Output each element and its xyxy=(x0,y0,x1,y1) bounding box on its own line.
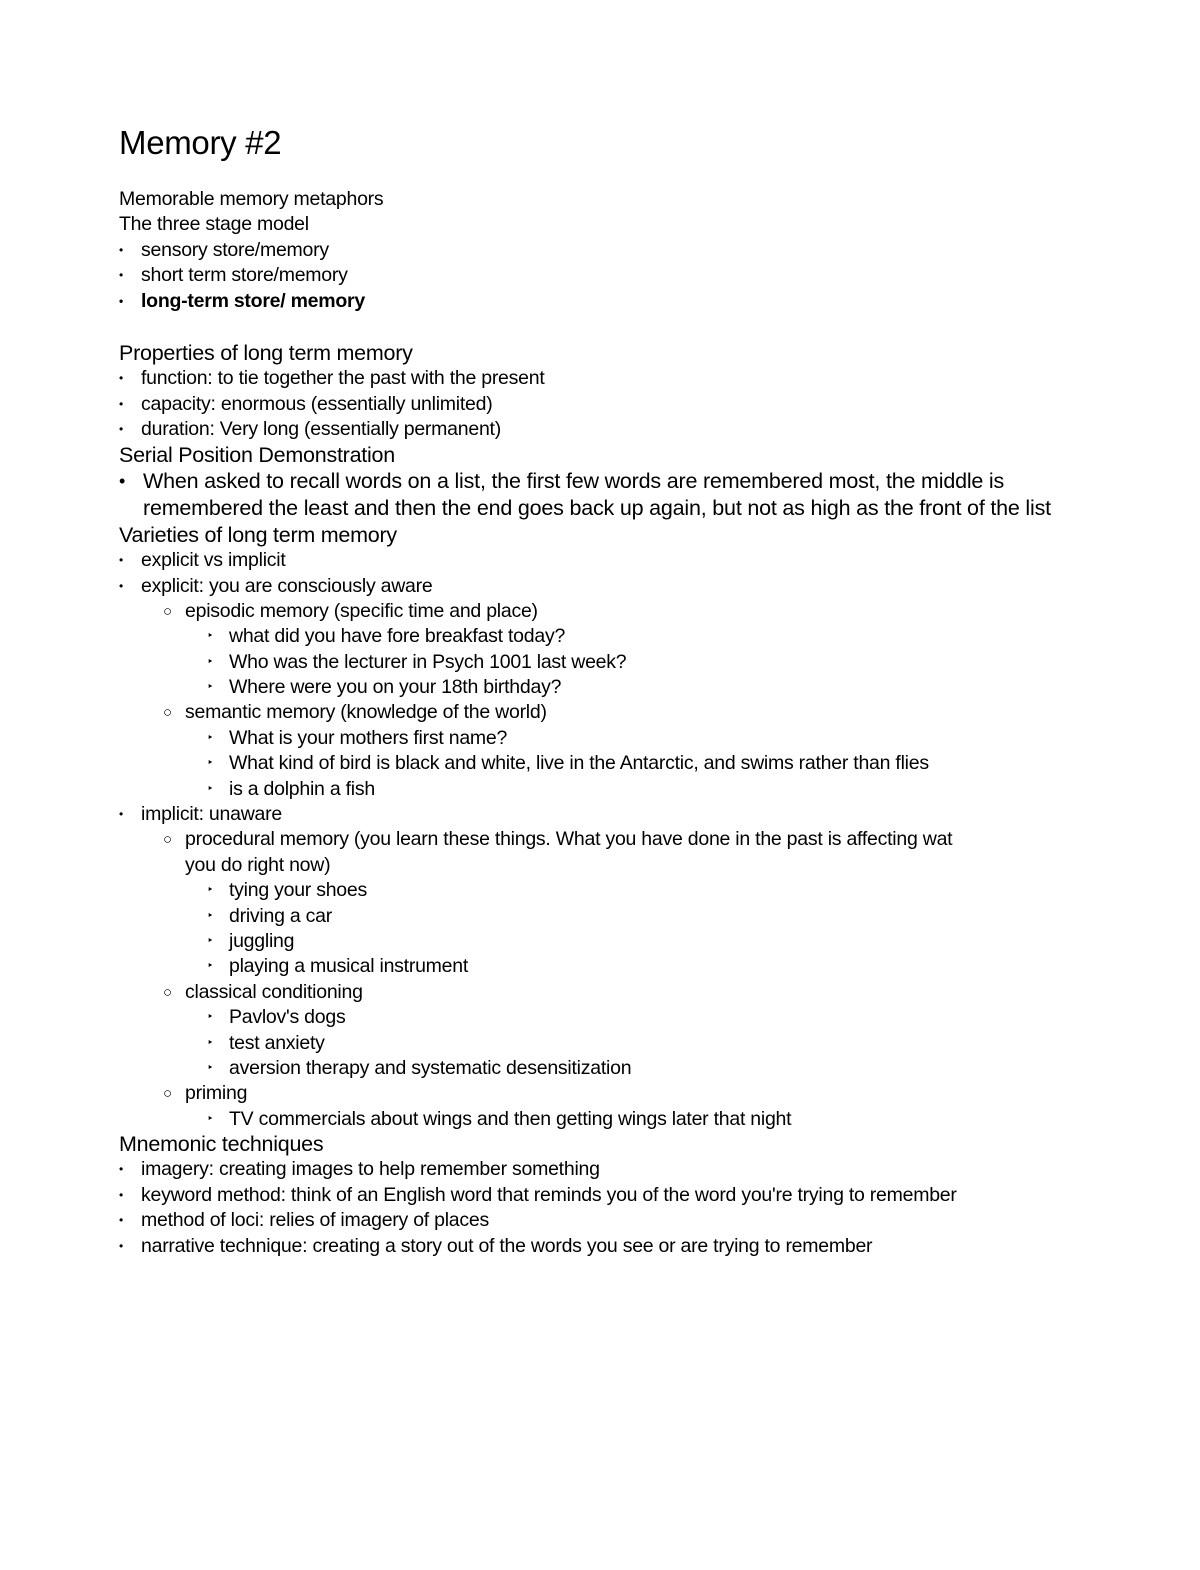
arrow-bullet-icon: ‣ xyxy=(207,960,214,973)
bullet-icon: • xyxy=(119,1238,123,1253)
list-item: • implicit: unaware xyxy=(119,802,1089,827)
list-item: ‣ is a dolphin a fish xyxy=(119,777,1089,802)
bullet-icon: • xyxy=(119,293,123,308)
arrow-bullet-icon: ‣ xyxy=(207,909,214,922)
bullet-icon: • xyxy=(119,807,123,822)
list-item: ‣ What is your mothers first name? xyxy=(119,726,1089,751)
arrow-bullet-icon: ‣ xyxy=(207,681,214,694)
section-heading: Properties of long term memory xyxy=(119,340,413,365)
arrow-bullet-icon: ‣ xyxy=(207,757,214,770)
list-item: • keyword method: think of an English word that reminds you of the word you're trying to remember xyxy=(119,1183,1089,1208)
list-item: ‣ what did you have fore breakfast today? xyxy=(119,624,1089,649)
section-heading: Varieties of long term memory xyxy=(119,522,397,547)
intro-line: The three stage model xyxy=(119,213,309,236)
list-item: • duration: Very long (essentially permanent) xyxy=(119,417,1089,442)
list-item: • capacity: enormous (essentially unlimited) xyxy=(119,392,1089,417)
list-item: • long-term store/ memory xyxy=(119,289,1089,314)
bullet-icon: • xyxy=(119,371,123,386)
section-heading: Mnemonic techniques xyxy=(119,1132,324,1157)
arrow-bullet-icon: ‣ xyxy=(207,1061,214,1074)
list-item: • short term store/memory xyxy=(119,263,1089,288)
notes-body xyxy=(119,187,1089,1259)
bullet-icon: • xyxy=(119,553,123,568)
list-item: ‣ juggling xyxy=(119,929,1089,954)
intro-line: Memorable memory metaphors xyxy=(119,188,384,210)
list-item: • narrative technique: creating a story out of the words you see or are trying to remember xyxy=(119,1234,1089,1259)
list-item: • explicit vs implicit xyxy=(119,548,1089,573)
list-item: ○ classical conditioning xyxy=(119,980,1089,1005)
list-item: • method of loci: relies of imagery of places xyxy=(119,1208,1089,1233)
list-item: ‣ What kind of bird is black and white, live in the Antarctic, and swims rather than flies xyxy=(119,751,1089,776)
bullet-icon: • xyxy=(119,578,123,593)
list-item: • function: to tie together the past with the present xyxy=(119,366,1089,391)
page-title: Memory #2 xyxy=(119,124,282,161)
arrow-bullet-icon: ‣ xyxy=(207,782,214,795)
list-item: ○ procedural memory (you learn these things. What you have done in the past is affecting wat xyxy=(119,827,1089,852)
list-item: • imagery: creating images to help remember something xyxy=(119,1157,1089,1182)
arrow-bullet-icon: ‣ xyxy=(207,1112,214,1125)
list-item: • When asked to recall words on a list, the first few words are remembered most, the middle is remembered the least and then the end goes back up again, but not as high as the front of the list xyxy=(119,468,1051,521)
circle-bullet-icon: ○ xyxy=(163,983,172,1001)
list-item: ‣ driving a car xyxy=(119,904,1089,929)
list-item: ‣ test anxiety xyxy=(119,1031,1089,1056)
arrow-bullet-icon: ‣ xyxy=(207,655,214,668)
circle-bullet-icon: ○ xyxy=(163,704,172,722)
list-item: • explicit: you are consciously aware xyxy=(119,574,1089,599)
circle-bullet-icon: ○ xyxy=(163,602,172,620)
arrow-bullet-icon: ‣ xyxy=(207,934,214,947)
bullet-icon: • xyxy=(119,470,126,491)
spacer xyxy=(119,314,1089,341)
list-item: ‣ TV commercials about wings and then getting wings later that night xyxy=(119,1107,1089,1132)
bullet-icon: • xyxy=(119,1162,123,1177)
list-item: ‣ aversion therapy and systematic desensitization xyxy=(119,1056,1089,1081)
bullet-icon: • xyxy=(119,268,123,283)
list-item: ○ episodic memory (specific time and place) xyxy=(119,599,1089,624)
circle-bullet-icon: ○ xyxy=(163,831,172,849)
list-item: ‣ Who was the lecturer in Psych 1001 last week? xyxy=(119,650,1089,675)
bullet-icon: • xyxy=(119,422,123,437)
list-item-continuation: you do right now) xyxy=(185,853,331,876)
list-item: ‣ tying your shoes xyxy=(119,878,1089,903)
circle-bullet-icon: ○ xyxy=(163,1085,172,1103)
section-heading: Serial Position Demonstration xyxy=(119,442,395,467)
arrow-bullet-icon: ‣ xyxy=(207,1011,214,1024)
list-item: ‣ playing a musical instrument xyxy=(119,954,1089,979)
list-item: ‣ Where were you on your 18th birthday? xyxy=(119,675,1089,700)
list-item: • sensory store/memory xyxy=(119,238,1089,263)
bullet-icon: • xyxy=(119,242,123,257)
bullet-icon: • xyxy=(119,396,123,411)
arrow-bullet-icon: ‣ xyxy=(207,731,214,744)
bullet-icon: • xyxy=(119,1213,123,1228)
list-item: ○ priming xyxy=(119,1081,1089,1106)
arrow-bullet-icon: ‣ xyxy=(207,1036,214,1049)
list-item: ○ semantic memory (knowledge of the world) xyxy=(119,700,1089,725)
bullet-icon: • xyxy=(119,1187,123,1202)
arrow-bullet-icon: ‣ xyxy=(207,630,214,643)
arrow-bullet-icon: ‣ xyxy=(207,884,214,897)
list-item: ‣ Pavlov's dogs xyxy=(119,1005,1089,1030)
